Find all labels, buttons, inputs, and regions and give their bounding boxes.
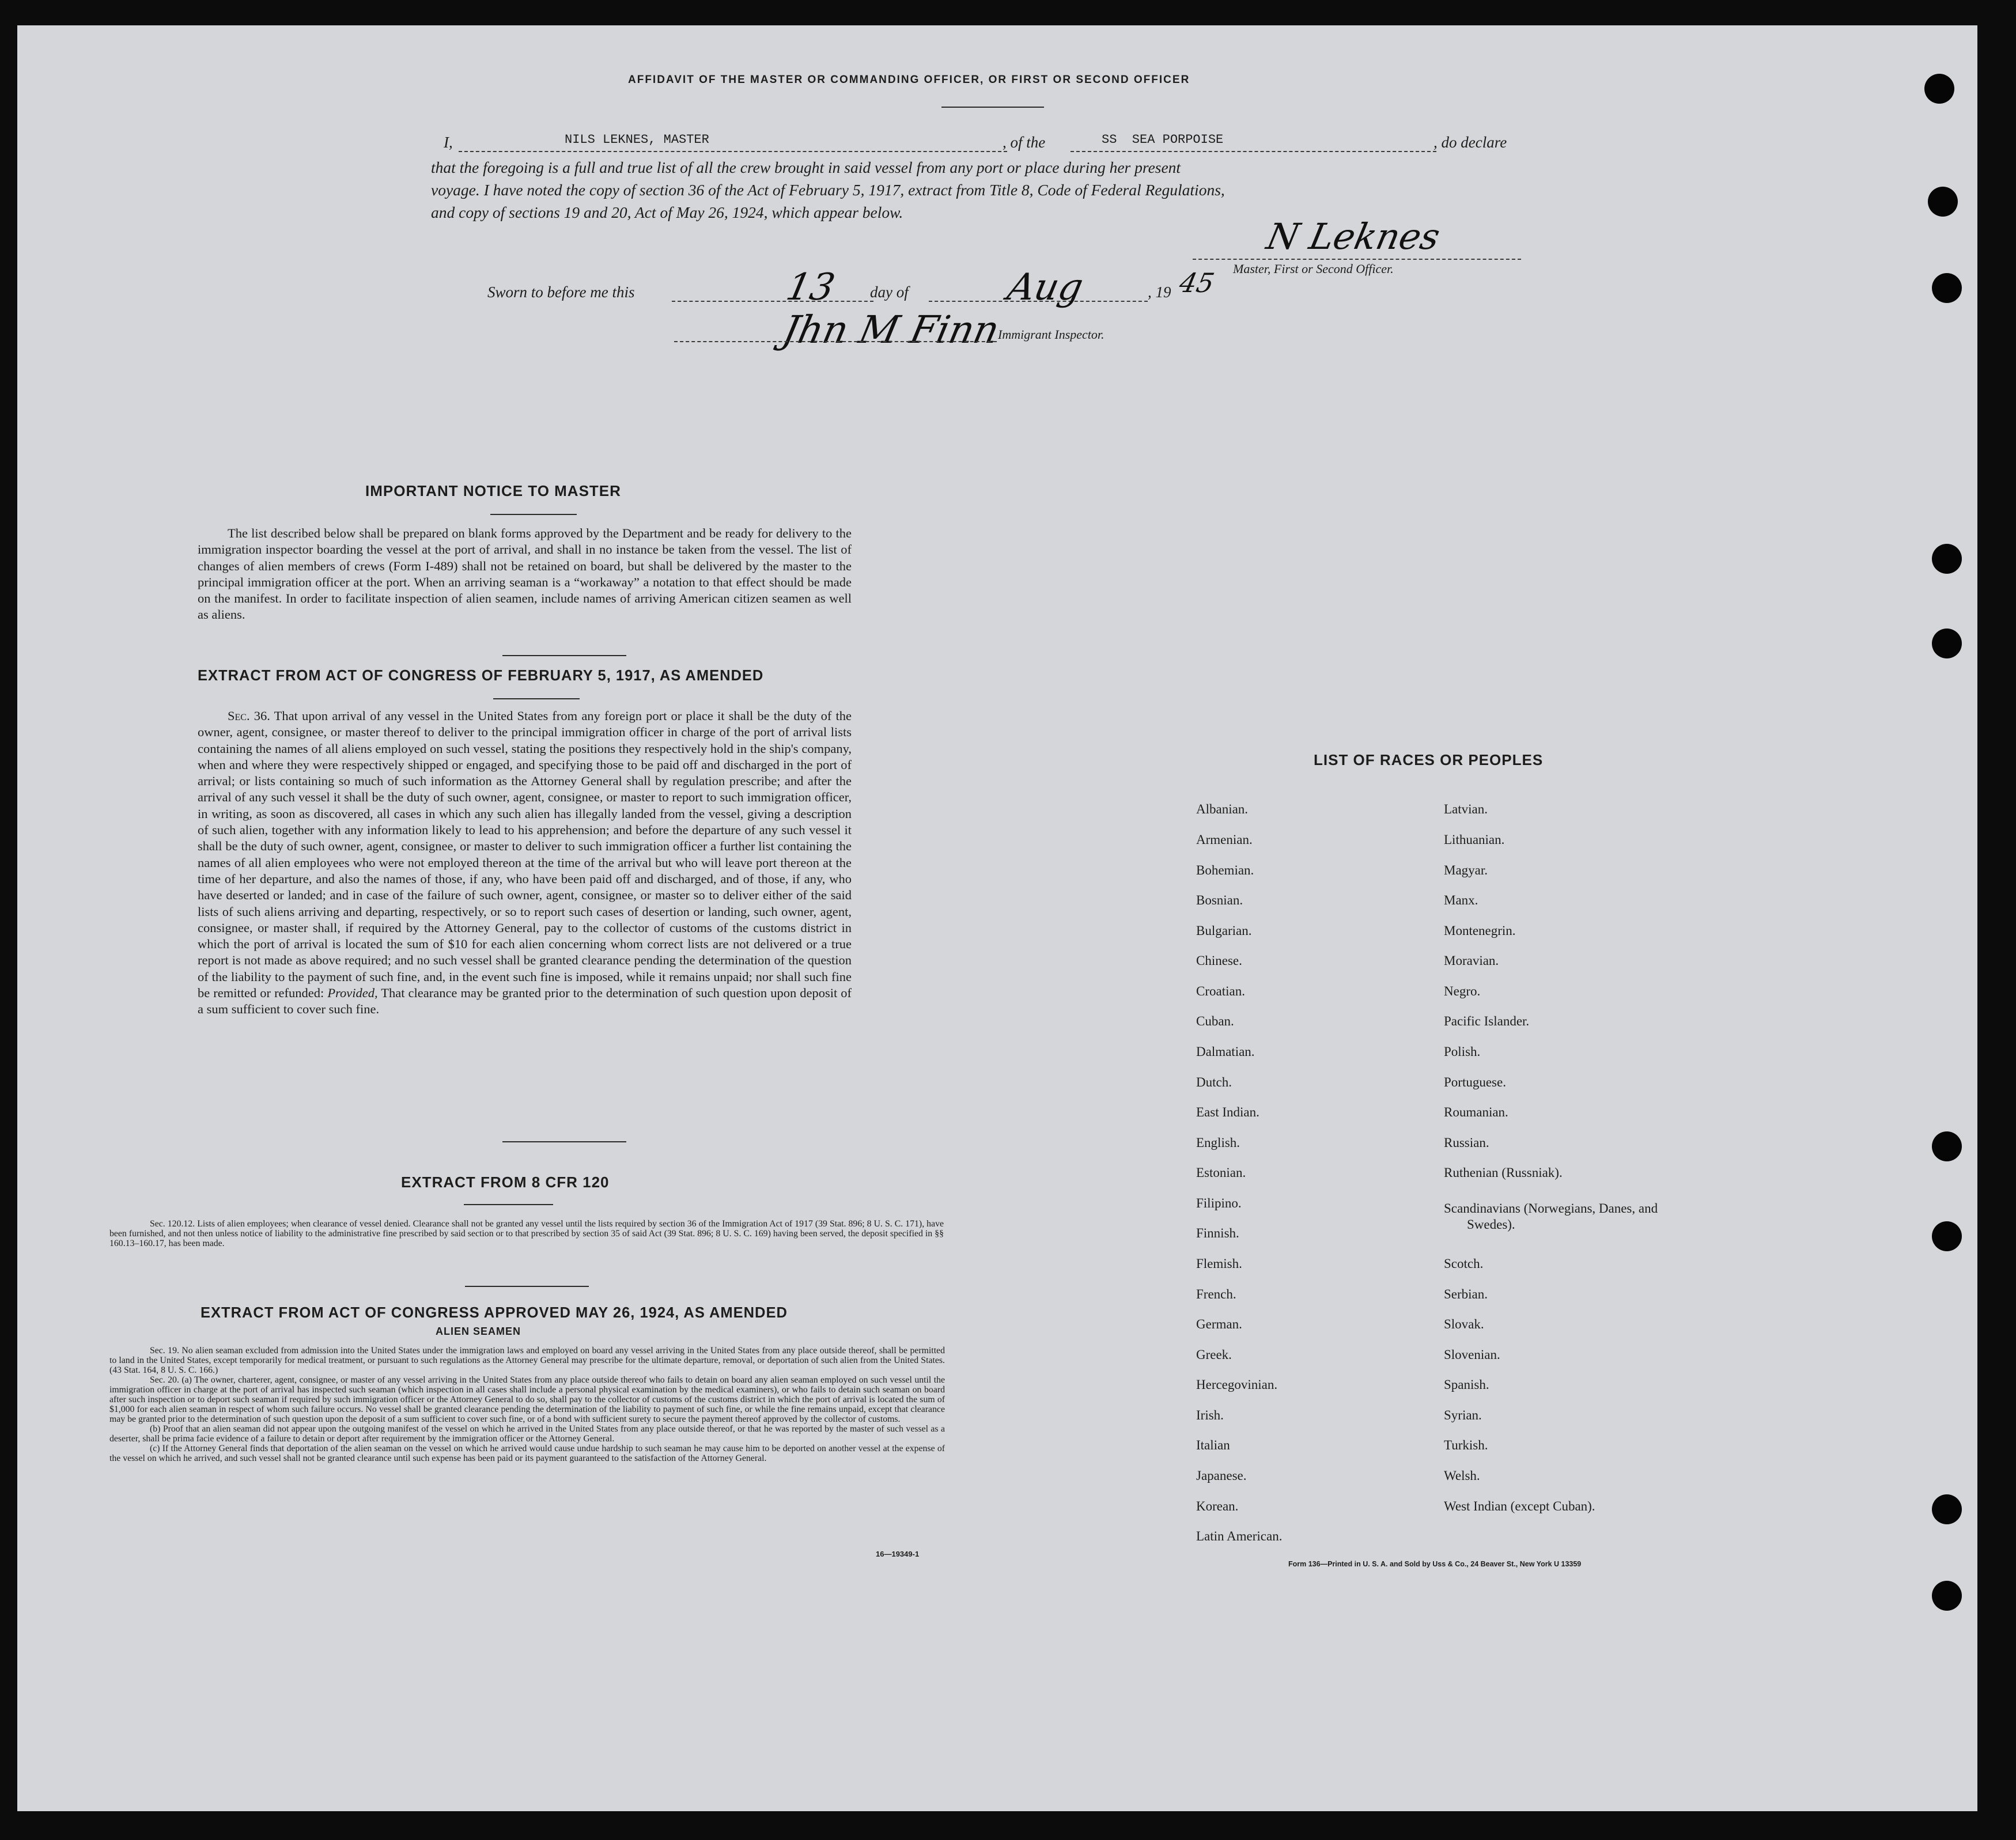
- race-left-french: French.: [1196, 1287, 1236, 1301]
- day-label: day of: [870, 283, 909, 301]
- master-label: Master, First or Second Officer.: [1233, 262, 1394, 276]
- race-left-greek: Greek.: [1196, 1347, 1232, 1362]
- race-right-negro: Negro.: [1444, 984, 1481, 998]
- race-right-ruthenian: Ruthenian (Russniak).: [1444, 1165, 1563, 1180]
- master-signature-line: [1193, 259, 1521, 260]
- race-right-turkish: Turkish.: [1444, 1438, 1488, 1452]
- race-left-korean: Korean.: [1196, 1499, 1239, 1513]
- affidavit-line-2: that the foregoing is a full and true list of all the crew brought in said vessel from any port or place during her present: [431, 158, 1181, 176]
- race-right-welsh: Welsh.: [1444, 1468, 1480, 1483]
- proviso-label: Provided,: [327, 986, 378, 1001]
- affidavit-line-3: voyage. I have noted the copy of section 36 of the Act of February 5, 1917, extract from Title 8, Code of Federal Regulations,: [431, 181, 1225, 199]
- race-right-russian: Russian.: [1444, 1135, 1489, 1150]
- race-right-manx: Manx.: [1444, 893, 1478, 907]
- race-left-cuban: Cuban.: [1196, 1014, 1234, 1028]
- form-page: [17, 25, 1977, 1811]
- inspector-signature: Jhn M Finn: [778, 308, 1004, 352]
- race-right-serbian: Serbian.: [1444, 1287, 1488, 1301]
- punch-hole: [1928, 187, 1958, 217]
- day-line: [672, 301, 873, 302]
- race-right-latvian: Latvian.: [1444, 802, 1488, 816]
- do-declare-label: , do declare: [1433, 134, 1507, 151]
- race-left-dutch: Dutch.: [1196, 1075, 1232, 1089]
- punch-hole: [1932, 1581, 1962, 1611]
- sec-36-label: Sec. 36.: [228, 709, 270, 723]
- proviso-text: That clearance may be granted prior to the determination of such question upon deposit of a sum sufficient to cover such fine.: [198, 986, 852, 1017]
- vessel-line: [1071, 151, 1436, 152]
- sec-20c-text: (c) If the Attorney General finds that deportation of the alien seaman on the vessel on which he arrived would cause undue hardship to such seaman he may cause him to be deported on another vessel at the expense of the vessel on which he arrived, and such vessel shall not be granted clearance until such expense has been paid or its payment guaranteed to the satisfaction of the Attorney General.: [109, 1444, 945, 1463]
- vessel-name: SS SEA PORPOISE: [1102, 132, 1224, 147]
- sec-36-text: That upon arrival of any vessel in the United States from any foreign port or place it shall be the duty of the owner, agent, consignee, or master thereof to deliver to the principal immigration officer in charge of the port of arrival lists containing the names of all aliens employed on such vessel, stating the positions they respectively hold in the ship's company, when and where they were respectively shipped or engaged, and specifying those to be paid off and discharged in the port of arrival; or lists containing so much of such information as the Attorney General shall by regulation prescribe; and after the arrival of any such vessel it shall be the duty of such owner, agent, consignee, or master to report to such immigration officer, in writing, as soon as discovered, all cases in which any such alien has illegally landed from the vessel, giving a description of such alien, together with any information likely to lead to his apprehension; and before the departure of any such vessel it shall be the duty of such owner, agent, consignee, or master to deliver to such immigration officer a further list containing the names of all alien employees who were not employed thereon at the time of the arrival but who will leave port thereon at the time of her departure, and also the names of those, if any, who have been paid off and discharged, and of those, if any, who have deserted or landed; and in case of the failure of such owner, agent, consignee, or master so to deliver either of the said lists of such aliens arriving and departing, respectively, or so to report such cases of desertion or landing, such owner, agent, consignee, or master shall, if required by the Attorney General, pay to the collector of customs of the customs district in which the port of arrival is located the sum of $10 for each alien concerning whom correct lists are not delivered or a true report is not made as above required; and no such vessel shall be granted clearance pending the determination of the question of the liability to the payment of such fine, and, in the event such fine is imposed, while it remains unpaid; nor shall such fine be remitted or refunded:: [198, 709, 852, 1001]
- punch-hole: [1932, 1494, 1962, 1524]
- race-left-estonian: Estonian.: [1196, 1165, 1246, 1180]
- race-right-roumanian: Roumanian.: [1444, 1105, 1508, 1119]
- race-left-bohemian: Bohemian.: [1196, 863, 1254, 877]
- race-right-slovak: Slovak.: [1444, 1317, 1484, 1331]
- race-left-german: German.: [1196, 1317, 1242, 1331]
- race-left-chinese: Chinese.: [1196, 953, 1242, 968]
- master-signature: N Leknes: [1263, 215, 1444, 258]
- extract-1917-end-rule: [502, 1141, 626, 1142]
- inspector-label: Immigrant Inspector.: [998, 327, 1105, 342]
- form-code: 16—19349-1: [876, 1550, 920, 1558]
- month-value: Aug: [1004, 266, 1087, 309]
- cfr-title: EXTRACT FROM 8 CFR 120: [401, 1173, 610, 1191]
- race-left-bulgarian: Bulgarian.: [1196, 923, 1252, 938]
- race-left-dalmatian: Dalmatian.: [1196, 1044, 1255, 1059]
- of-the-label: , of the: [1003, 134, 1046, 151]
- race-right-polish: Polish.: [1444, 1044, 1481, 1059]
- race-right-pacific-islander: Pacific Islander.: [1444, 1014, 1530, 1028]
- alien-seamen-subtitle: ALIEN SEAMEN: [436, 1326, 521, 1337]
- race-right-syrian: Syrian.: [1444, 1408, 1482, 1422]
- notice-body: The list described below shall be prepared on blank forms approved by the Department and be ready for delivery to the immigration inspector boarding the vessel at the port of arrival, and shall in no instance be taken from the vessel. The list of changes of alien members of crews (Form I-489) shall not be retained on board, but shall be delivered by the master to the principal immigration officer at the port. When an arriving seaman is a “workaway” a notation to that effect should be made on the manifest. In order to facilitate inspection of alien seamen, include names of arriving American citizen seamen as well as aliens.: [198, 526, 852, 622]
- affidavit-line-4: and copy of sections 19 and 20, Act of May 26, 1924, which appear below.: [431, 203, 903, 221]
- punch-hole: [1932, 1131, 1962, 1161]
- extract-1924-body: [109, 1346, 945, 1463]
- race-left-irish: Irish.: [1196, 1408, 1224, 1422]
- race-right-west-indian: West Indian (except Cuban).: [1444, 1499, 1595, 1513]
- race-right-scotch: Scotch.: [1444, 1256, 1484, 1271]
- year-value: 45: [1177, 267, 1217, 298]
- race-left-english: English.: [1196, 1135, 1240, 1150]
- race-left-finnish: Finnish.: [1196, 1226, 1239, 1240]
- printer-imprint: Form 136—Printed in U. S. A. and Sold by Uss & Co., 24 Beaver St., New York U 13359: [1288, 1560, 1582, 1568]
- race-right-magyar: Magyar.: [1444, 863, 1488, 877]
- race-left-armenian: Armenian.: [1196, 832, 1253, 847]
- cfr-end-rule: [465, 1286, 589, 1287]
- race-left-japanese: Japanese.: [1196, 1468, 1247, 1483]
- race-left-flemish: Flemish.: [1196, 1256, 1242, 1271]
- race-left-filipino: Filipino.: [1196, 1196, 1242, 1210]
- affidavit-title-rule: [941, 107, 1044, 108]
- race-left-east-indian: East Indian.: [1196, 1105, 1259, 1119]
- extract-1917-title-rule: [493, 698, 580, 699]
- extract-1917-body: [198, 708, 852, 1018]
- year-prefix: , 19: [1148, 283, 1171, 301]
- name-line: [459, 151, 1007, 152]
- sec-20a-text: Sec. 20. (a) The owner, charterer, agent, consignee, or master of any vessel arriving in the United States from any place outside thereof who fails to detain on board any alien seaman employed on such vessel until the immigration officer in charge at the port of arrival has inspected such seaman (which inspection in all cases shall include a personal physical examination by the medical examiners), or who fails to detain such seaman on board after such inspection or to deport such seaman if required by such immigration officer or the Attorney General to do so, shall pay to the collector of customs of the customs district in which the port of arrival is located the sum of $1,000 for each alien seaman in respect of whom such failure occurs. No vessel shall be granted clearance pending the determination of the liability to payment of such fine, or while the fine remains unpaid, except that clearance may be granted prior to the determination of such question upon the deposit of a sum sufficient to cover such fine, or of a bond with sufficient surety to secure the payment thereof approved by the collector of customs.: [109, 1375, 945, 1424]
- affidavit-lead: I,: [444, 134, 453, 151]
- day-value: 13: [782, 266, 839, 309]
- punch-hole: [1924, 74, 1954, 104]
- extract-1917-title: EXTRACT FROM ACT OF CONGRESS OF FEBRUARY 5, 1917, AS AMENDED: [198, 668, 764, 684]
- race-right-scandinavians: Scandinavians (Norwegians, Danes, and Swedes).: [1444, 1201, 1658, 1232]
- punch-hole: [1932, 273, 1962, 303]
- race-left-croatian: Croatian.: [1196, 984, 1245, 998]
- affidavit-title: AFFIDAVIT OF THE MASTER OR COMMANDING OFFICER, OR FIRST OR SECOND OFFICER: [628, 74, 1190, 86]
- extract-1924-title: EXTRACT FROM ACT OF CONGRESS APPROVED MAY 26, 1924, AS AMENDED: [201, 1305, 788, 1321]
- master-name: NILS LEKNES, MASTER: [565, 132, 709, 147]
- notice-title-rule: [490, 514, 577, 515]
- race-right-portuguese: Portuguese.: [1444, 1075, 1506, 1089]
- punch-hole: [1932, 544, 1962, 574]
- race-left-bosnian: Bosnian.: [1196, 893, 1243, 907]
- race-right-slovenian: Slovenian.: [1444, 1347, 1500, 1362]
- punch-hole: [1932, 629, 1962, 658]
- notice-title: IMPORTANT NOTICE TO MASTER: [365, 482, 621, 499]
- cfr-body: Sec. 120.12. Lists of alien employees; when clearance of vessel denied. Clearance shall not be granted any vessel until the lists required by section 36 of the Immigration Act of 1917 (39 Stat. 896; 8 U. S. C. 171), have been furnished, and not then unless notice of liability to the administrative fine prescribed by said section or to that prescribed by section 35 of said Act (39 Stat. 896; 8 U. S. C. 169) having been served, the deposit specified in §§ 160.13–160.17, has been made.: [109, 1219, 944, 1248]
- race-right-montenegrin: Montenegrin.: [1444, 923, 1516, 938]
- race-right-spanish: Spanish.: [1444, 1377, 1489, 1392]
- notice-end-rule: [502, 655, 626, 656]
- punch-hole: [1932, 1221, 1962, 1251]
- sworn-label: Sworn to before me this: [487, 283, 635, 301]
- cfr-title-rule: [464, 1204, 553, 1205]
- race-right-lithuanian: Lithuanian.: [1444, 832, 1505, 847]
- race-left-hercegovinian: Hercegovinian.: [1196, 1377, 1278, 1392]
- races-title: LIST OF RACES OR PEOPLES: [1314, 751, 1544, 768]
- sec-20b-text: (b) Proof that an alien seaman did not appear upon the outgoing manifest of the vessel on which he arrived in the United States from any place outside thereof, or that he was reported by the master of such vessel as a deserter, shall be prima facie evidence of a failure to detain or deport after requirement by the immigration officer or the Attorney General.: [109, 1424, 945, 1444]
- inspector-line: [674, 341, 997, 342]
- race-left-latin-american: Latin American.: [1196, 1529, 1283, 1543]
- sec-19-text: Sec. 19. No alien seaman excluded from admission into the United States under the immigration laws and employed on board any vessel arriving in the United States from any place outside thereof, shall be permitted to land in the United States, except temporarily for medical treatment, or pursuant to such regulations as the Attorney General may prescribe for the ultimate departure, removal, or deportation of such alien from the United States. (43 Stat. 164, 8 U. S. C. 166.): [109, 1346, 945, 1375]
- race-right-moravian: Moravian.: [1444, 953, 1499, 968]
- race-left-italian: Italian: [1196, 1438, 1230, 1452]
- race-left-albanian: Albanian.: [1196, 802, 1249, 816]
